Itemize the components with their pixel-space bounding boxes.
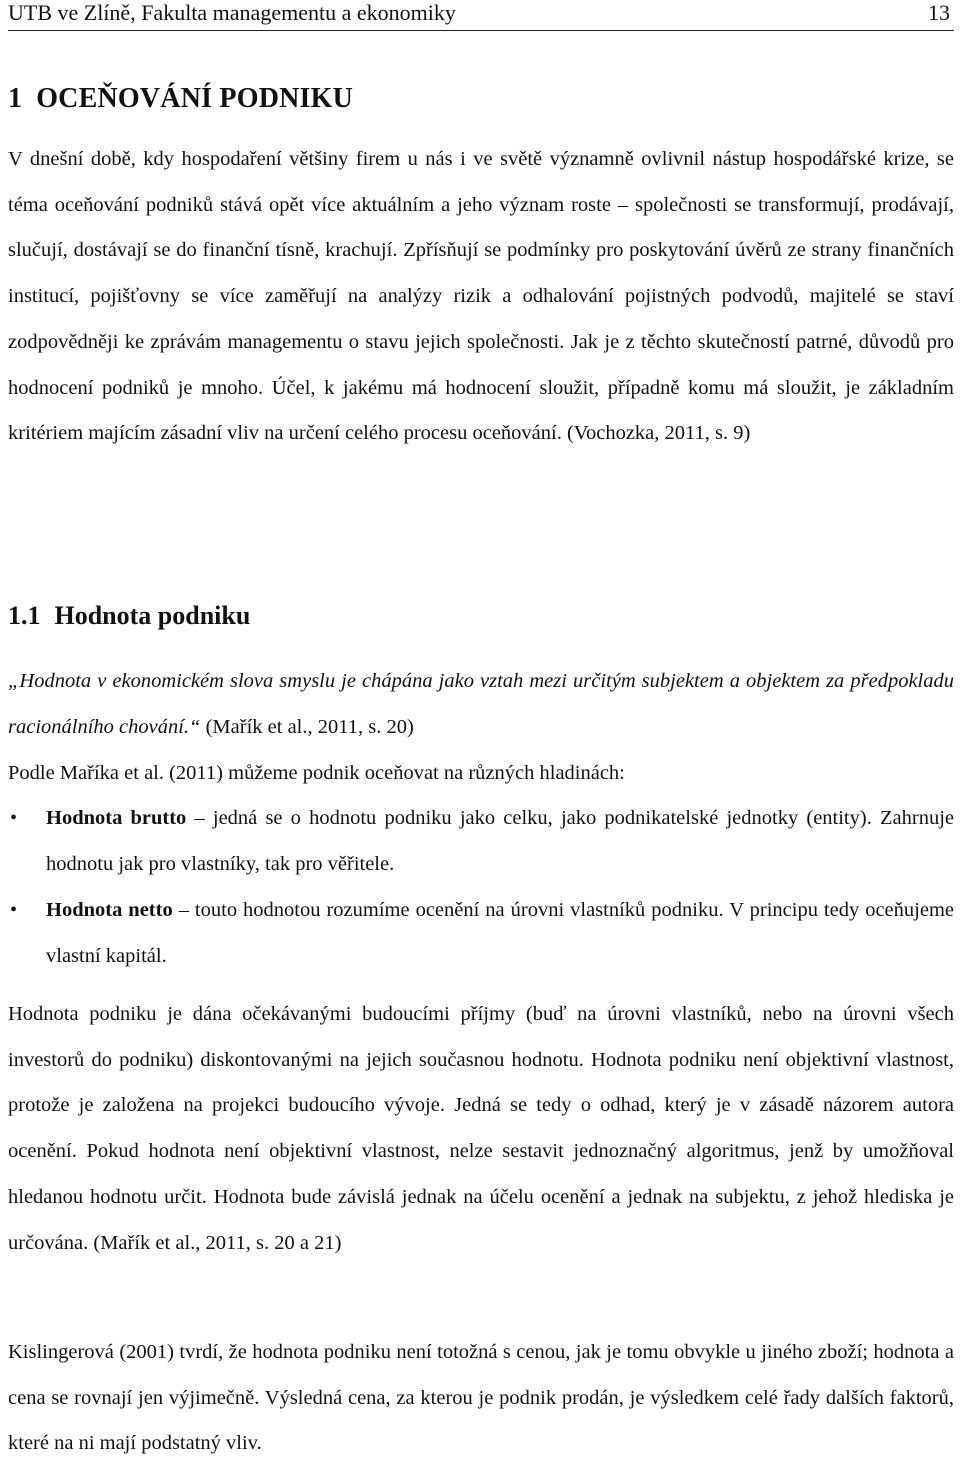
header-title: UTB ve Zlíně, Fakulta managementu a ekonomiky <box>8 0 456 25</box>
list-item <box>8 796 954 887</box>
paragraph-intro: V dnešní době, kdy hospodaření většiny firem u nás i ve světě významně ovlivnil nástup hospodářské krize, se téma oceňování podniků stává opět více aktuálním a jeho význam roste – společnosti se transformují, prodávají, slučují, dostávají se do finanční tísně, krachují. Zpřísňují se podmínky pro poskytování úvěrů ze strany finančních institucí, pojišťovny se více zaměřují na analýzy rizik a odhalování pojistných podvodů, majitelé se staví zodpovědněji ke zprávám managementu o stavu jejich společnosti. Jak je z těchto skutečností patrné, důvodů pro hodnocení podniků je mnoho. Účel, k jakému má hodnocení sloužit, případně komu má sloužit, je základním kritériem majícím zásadní vliv na určení celého procesu oceňování. (Vochozka, 2011, s. 9) <box>8 148 954 445</box>
list-item-text: – touto hodnotou rozumíme ocenění na úrovni vlastníků podniku. V principu tedy oceňujeme vlastní kapitál. <box>46 899 954 968</box>
list-item <box>8 888 954 979</box>
list-item-term: Hodnota brutto <box>46 807 187 829</box>
section-title: Hodnota podniku <box>54 601 251 630</box>
chapter-number: 1 <box>8 83 23 114</box>
page-number: 13 <box>928 0 950 25</box>
quote-text: „Hodnota v ekonomickém slova smyslu je chápána jako vztah mezi určitým subjektem a objektem za předpokladu racionálního chování.“ <box>8 670 954 738</box>
paragraph-value-definition: Hodnota podniku je dána očekávanými budoucími příjmy (buď na úrovni vlastníků, nebo na úrovni všech investorů do podniku) diskontovanými na jejich současnou hodnotu. Hodnota podniku není objektivní vlastnost, protože je založena na projekci budoucího vývoje. Jedná se tedy o odhad, který je v zásadě názorem autora ocenění. Pokud hodnota není objektivní vlastnost, nelze sestavit jednoznačný algoritmus, jenž by umožňoval hledanou hodnotu určit. Hodnota bude závislá jednak na účelu ocenění a jednak na subjektu, z jehož hlediska je určována. (Mařík et al., 2011, s. 20 a 21) <box>8 1003 954 1254</box>
list-item-term: Hodnota netto <box>46 899 173 922</box>
levels-intro: Podle Maříka et al. (2011) můžeme podnik oceňovat na různých hladinách: <box>8 762 625 784</box>
bullet-icon: • <box>10 899 18 922</box>
definition-quote <box>8 659 954 750</box>
chapter-title: OCEŇOVÁNÍ PODNIKU <box>36 83 354 114</box>
value-levels-list <box>8 796 954 981</box>
paragraph-value-vs-price: Kislingerová (2001) tvrdí, že hodnota podniku není totožná s cenou, jak je tomu obvykle u jiného zboží; hodnota a cena se rovnají jen výjimečně. Výsledná cena, za kterou je podnik prodán, je výsledkem celé řady dalších faktorů, které na ni mají podstatný vliv. <box>8 1341 954 1455</box>
chapter-heading <box>8 82 353 116</box>
quote-citation: (Mařík et al., 2011, s. 20) <box>200 715 414 738</box>
section-number: 1.1 <box>8 601 41 630</box>
bullet-icon: • <box>10 807 18 829</box>
list-item-text: – jedná se o hodnotu podniku jako celku, jako podnikatelské jednotky (entity). Zahrnuje hodnotu jak pro vlastníky, tak pro věřitele. <box>46 807 954 875</box>
section-heading <box>8 596 250 636</box>
running-header <box>8 0 954 31</box>
